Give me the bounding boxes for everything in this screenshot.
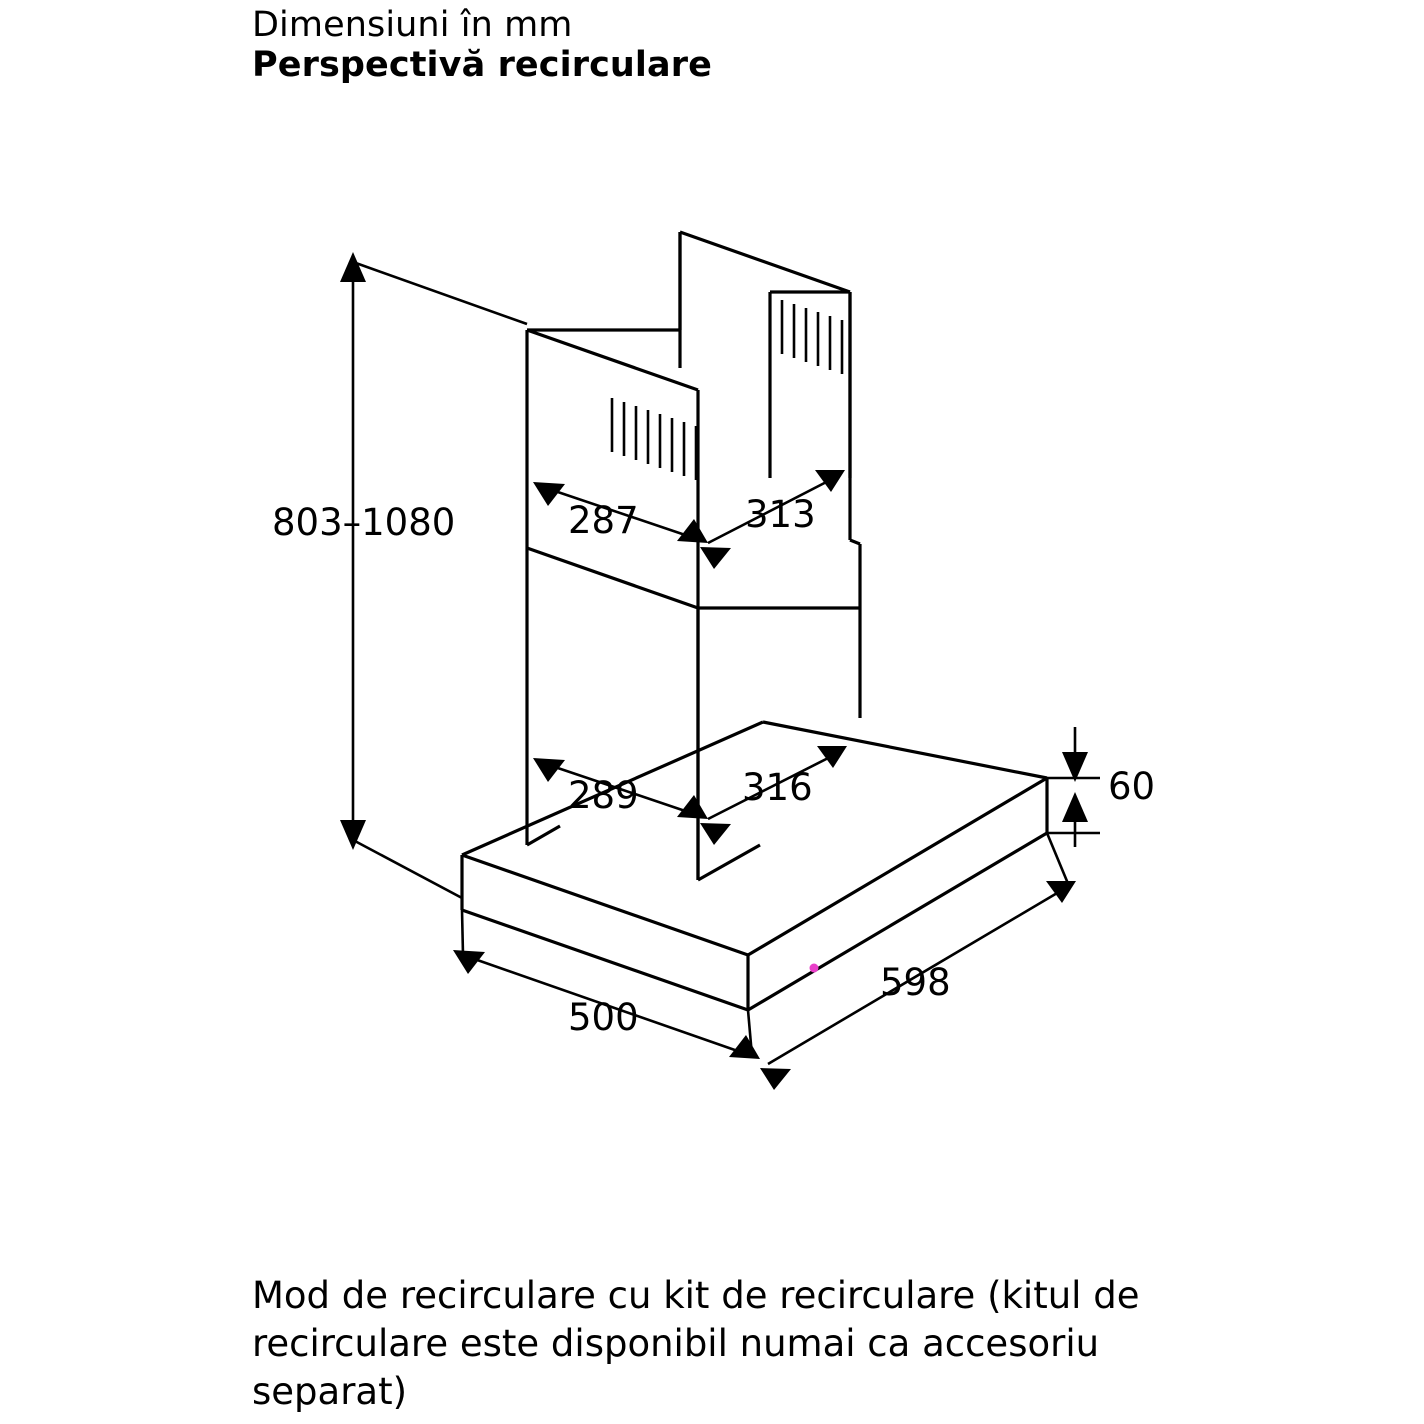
header-title-line: Perspectivă recirculare (252, 45, 712, 85)
vent-hatching (612, 296, 842, 480)
chimney-canopy-joint (527, 826, 760, 880)
dim-label-316: 316 (742, 766, 813, 809)
header-units-line: Dimensiuni în mm (252, 5, 573, 45)
dim-label-289: 289 (568, 774, 639, 817)
dim-60 (1047, 727, 1100, 847)
dim-height-range (340, 252, 527, 898)
reference-point-marker (810, 964, 819, 973)
dim-label-height-range: 803–1080 (272, 501, 456, 544)
dim-label-287: 287 (568, 499, 639, 542)
dim-label-313: 313 (745, 493, 816, 536)
upper-duct-outline (680, 232, 850, 478)
dim-label-598: 598 (880, 961, 951, 1004)
footer-note: Mod de recirculare cu kit de recirculare (kitul de recirculare este disponibil numai ca accesoriu separat) (252, 1274, 1140, 1413)
dim-label-60: 60 (1108, 765, 1156, 808)
lower-chimney-outline (527, 540, 860, 880)
dim-label-500: 500 (568, 996, 639, 1039)
